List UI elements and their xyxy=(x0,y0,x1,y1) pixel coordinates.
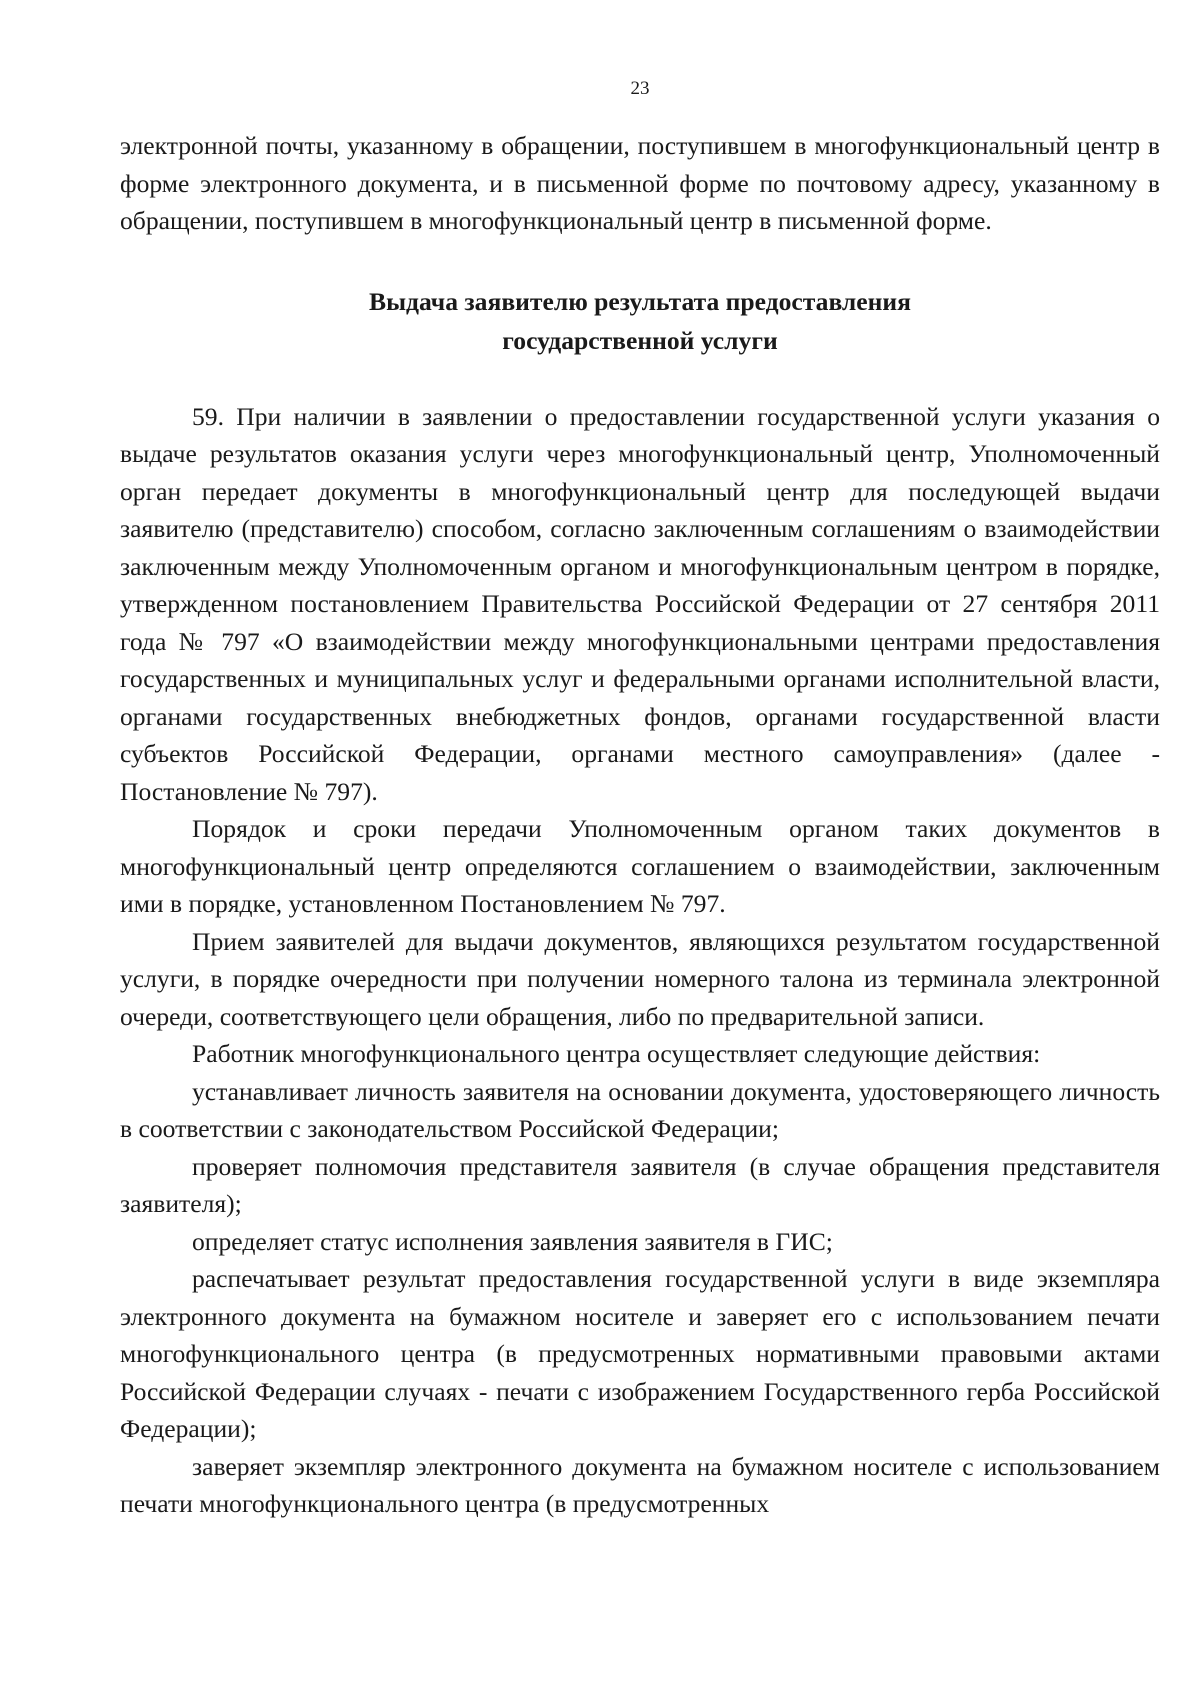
intro-paragraph: электронной почты, указанному в обращении, поступившем в многофункциональный центр в форме электронного документа, и в письменной форме по почтовому адресу, указанному в обращении, поступившем в многофункциональный центр в письменной форме. xyxy=(120,131,1160,235)
paragraph-transfer-terms: Порядок и сроки передачи Уполномоченным органом таких документов в многофункциональный центр определяются соглашением о взаимодействии, заключенным ими в порядке, установленном Постановлением № 797. xyxy=(120,814,1160,918)
paragraph-print-result: распечатывает результат предоставления государственной услуги в виде экземпляра электронного документа на бумажном носителе и заверяет его с использованием печати многофункционального центра (в предусмотренных нормативными правовыми актами Российской Федерации случаях - печати с изображением Государственного герба Российской Федерации); xyxy=(120,1264,1160,1443)
paragraph-identity-check: устанавливает личность заявителя на основании документа, удостоверяющего личность в соответствии с законодательством Российской Федерации; xyxy=(120,1076,1160,1143)
section-heading-line-1: Выдача заявителю результата предоставления xyxy=(369,286,911,316)
section-heading xyxy=(120,282,1160,360)
paragraph-authority-check: проверяет полномочия представителя заявителя (в случае обращения представителя заявителя); xyxy=(120,1151,1160,1218)
document-body xyxy=(120,127,1160,1523)
paragraph-worker-actions: Работник многофункционального центра осуществляет следующие действия: xyxy=(192,1039,1041,1068)
paragraph-status-check: определяет статус исполнения заявления заявителя в ГИС; xyxy=(192,1226,833,1256)
section-heading-line-2: государственной услуги xyxy=(502,325,778,355)
paragraph-certify-copy: заверяет экземпляр электронного документа на бумажном носителе с использованием печати многофункционального центра (в предусмотренных xyxy=(120,1451,1160,1518)
page-number: 23 xyxy=(630,78,650,99)
paragraph-59: 59. При наличии в заявлении о предоставлении государственной услуги указания о выдаче результатов оказания услуги через многофункциональный центр, Уполномоченный орган передает документы в многофункциональный центр для последующей выдачи заявителю (представителю) способом, согласно заключенным соглашениям о взаимодействии заключенным между Уполномоченным органом и многофункциональным центром в порядке, утвержденном постановлением Правительства Российской Федерации от 27 сентября 2011 года № 797 «О взаимодействии между многофункциональными центрами предоставления государственных и муниципальных услуг и федеральными органами исполнительной власти, органами государственных внебюджетных фондов, органами государственной власти субъектов Российской Федерации, органами местного самоуправления» (далее - Постановление № 797). xyxy=(120,401,1160,806)
paragraph-reception: Прием заявителей для выдачи документов, являющихся результатом государственной услуги, в порядке очередности при получении номерного талона из терминала электронной очереди, соответствующего цели обращения, либо по предварительной записи. xyxy=(120,926,1160,1031)
